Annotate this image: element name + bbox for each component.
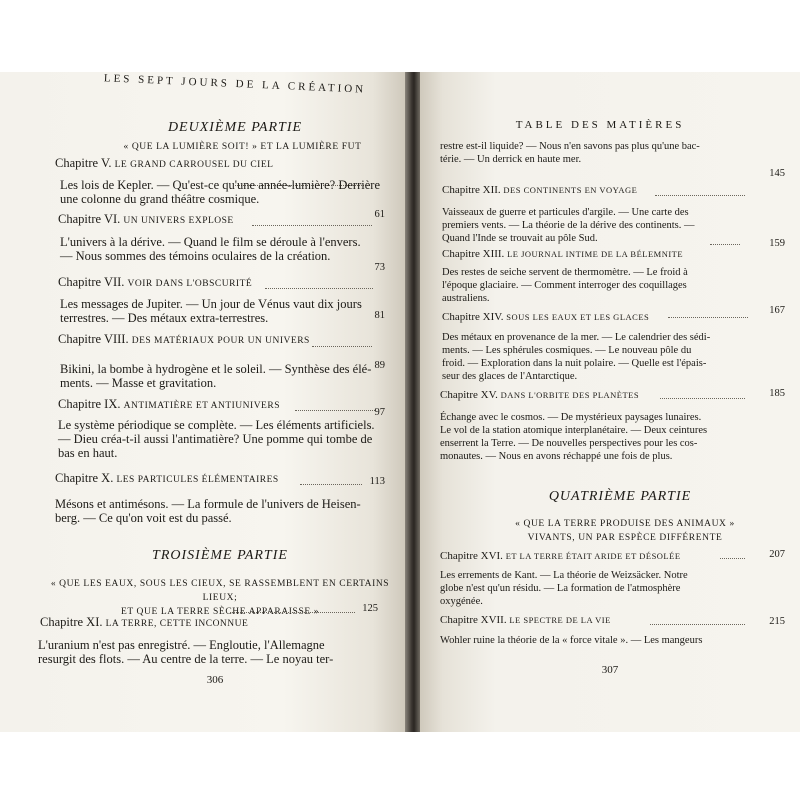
chapter-heading [440,614,611,626]
summary-line: oxygénée. [440,596,483,607]
page-number: 145 [769,168,785,179]
chapter-title: LE SPECTRE DE LA VIE [509,615,611,625]
chapter-summary [58,418,403,460]
chapter-number: Chapitre VII. [58,275,125,289]
chapter-number: Chapitre XVI. [440,550,503,562]
page-number: 89 [374,360,385,371]
chapter-number: Chapitre XIII. [442,248,505,260]
page-number: 113 [369,476,385,487]
chapter-title: LES PARTICULES ÉLÉMENTAIRES [116,475,279,485]
summary-line: Mésons et antimésons. — La formule de l'univers de Heisen- [55,497,361,511]
summary-line: bas en haut. [58,446,118,460]
summary-line: L'univers à la dérive. — Quand le film se déroule à l'envers. [60,235,361,249]
chapter-number: Chapitre IX. [58,397,121,411]
summary-line: restre est-il liquide? — Nous n'en savons pas plus qu'une bac- [440,141,700,152]
summary-line: L'uranium n'est pas enregistré. — Engloutie, l'Allemagne [38,638,325,652]
chapter-summary [60,178,400,206]
leader-dots [230,612,355,613]
summary-line: berg. — Ce qu'on voit est du passé. [55,511,232,525]
part-epigraph [465,517,785,545]
summary-line: une colonne du grand théâtre cosmique. [60,192,260,206]
page-number: 81 [374,310,385,321]
chapter-summary [442,206,792,245]
leader-dots [252,225,372,226]
page-folio: 307 [601,664,619,676]
left-page [0,72,405,732]
summary-line: froid. — Exploration dans la nuit polaire. — Quelle est l'épais- [442,358,707,369]
summary-line: Des métaux en provenance de la mer. — Le calendrier des sédi- [442,332,711,343]
chapter-title: LE JOURNAL INTIME DE LA BÉLEMNITE [507,249,684,259]
chapter-title: DES MATÉRIAUX POUR UN UNIVERS [131,336,310,346]
page-number: 159 [769,238,785,249]
leader-dots [650,624,745,625]
leader-dots [710,244,740,245]
leader-dots [655,195,745,196]
page-number: 185 [769,388,785,399]
summary-line: Les messages de Jupiter. — Un jour de Vénus vaut dix jours [60,297,362,311]
chapter-heading [40,615,248,630]
epigraph-line: ET QUE LA TERRE SÈCHE APPARAISSE » [120,607,320,617]
page-number: 167 [769,305,785,316]
summary-line: Le système périodique se complète. — Les éléments artificiels. [58,418,375,432]
chapter-summary [440,569,792,608]
leader-dots [660,398,745,399]
chapter-summary [442,331,792,383]
chapter-heading [58,275,252,290]
chapter-heading [58,332,310,347]
page-number: 61 [374,209,385,220]
running-head: LES SEPT JOURS DE LA CRÉATION [103,72,367,96]
epigraph-line: VIVANTS, UN PAR ESPÈCE DIFFÉRENTE [527,533,723,543]
chapter-heading [442,184,637,196]
chapter-title: ANTIMATIÈRE ET ANTIUNIVERS [123,401,280,411]
part-title: QUATRIÈME PARTIE [548,489,692,504]
summary-line: Des restes de seiche servent de thermomètre. — Le froid à [442,267,688,278]
summary-line: l'époque glaciaire. — Comment interroger des coquillages [442,280,687,291]
chapter-summary [38,638,403,666]
chapter-number: Chapitre X. [55,471,114,485]
summary-line: — Dieu créa-t-il aussi l'antimatière? Une pomme qui tombe de [58,432,373,446]
summary-line: Wohler ruine la théorie de la « force vitale ». — Les mangeurs [440,635,703,646]
summary-line: Vaisseaux de guerre et particules d'argile. — Une carte des [442,207,689,218]
page-folio: 306 [206,674,224,686]
chapter-number: Chapitre XV. [440,389,498,401]
summary-line: Les lois de Kepler. — Qu'est-ce qu'une année-lumière? Derrière [60,178,380,192]
summary-line: Bikini, la bombe à hydrogène et le soleil. — Synthèse des élé- [60,362,372,376]
chapter-heading [442,311,649,323]
book-spine-gutter [405,72,420,732]
page-number: 215 [769,616,785,627]
chapter-number: Chapitre V. [55,156,112,170]
right-page [420,72,800,732]
leader-dots [300,484,362,485]
chapter-title: SOUS LES EAUX ET LES GLACES [506,312,650,322]
summary-line: monautes. — Nous en avons réchappé une fois de plus. [440,451,673,462]
chapter-number: Chapitre XIV. [442,311,504,323]
chapter-number: Chapitre VIII. [58,332,129,346]
summary-line: Les errements de Kant. — La théorie de Weizsäcker. Notre [440,570,688,581]
chapter-heading [58,212,234,227]
summary-line: Le vol de la station atomique interplanétaire. — Deux ceintures [440,425,708,436]
chapter-heading [58,397,280,412]
leader-dots [668,317,748,318]
summary-line: enserrent la Terre. — De nouvelles perspectives pour les cos- [440,438,698,449]
summary-line: ments. — Les sphérules cosmiques. — Le nouveau pôle du [442,345,692,356]
chapter-title: LA TERRE, CETTE INCONNUE [105,619,249,629]
chapter-title: ET LA TERRE ÉTAIT ARIDE ET DÉSOLÉE [505,551,681,561]
chapter-heading [55,471,279,486]
chapter-summary [55,497,400,525]
open-book [0,72,800,732]
part-title: DEUXIÈME PARTIE [167,120,303,135]
chapter-summary [60,297,400,325]
summary-line: seur des glaces de l'Antarctique. [442,371,578,382]
part-epigraph: « QUE LA LUMIÈRE SOIT! » ET LA LUMIÈRE FUT [123,142,362,152]
chapter-heading [440,389,639,401]
chapter-title: DES CONTINENTS EN VOYAGE [503,185,638,195]
page-number: 125 [362,603,378,614]
part-title: TROISIÈME PARTIE [152,548,288,563]
summary-line: premiers vents. — La théorie de la dérive des continents. — [442,220,695,231]
chapter-summary [440,634,792,647]
chapter-summary [440,411,792,463]
chapter-heading [55,156,273,171]
chapter-heading [442,248,683,260]
page-number: 73 [374,262,385,273]
chapter-number: Chapitre XI. [40,615,103,629]
leader-dots [312,346,372,347]
chapter-title: VOIR DANS L'OBSCURITÉ [127,279,253,289]
epigraph-line: « QUE LA TERRE PRODUISE DES ANIMAUX » [515,519,735,529]
summary-line: — Nous sommes des témoins oculaires de la création. [60,249,331,263]
page-number: 97 [374,407,385,418]
summary-line: Échange avec le cosmos. — De mystérieux paysages lunaires. [440,412,702,423]
chapter-summary-continued [440,140,790,166]
chapter-number: Chapitre XII. [442,184,501,196]
chapter-summary [60,235,400,263]
summary-line: terrestres. — Des métaux extra-terrestres. [60,311,269,325]
chapter-summary [442,266,792,305]
chapter-title: UN UNIVERS EXPLOSE [123,216,234,226]
summary-line: australiens. [442,293,490,304]
summary-line: térie. — Un derrick en haute mer. [440,154,582,165]
summary-line: ments. — Masse et gravitation. [60,376,217,390]
summary-line: Quand l'Inde se trouvait au pôle Sud. [442,233,598,244]
chapter-title: LE GRAND CARROUSEL DU CIEL [114,160,274,170]
page-number: 207 [769,549,785,560]
summary-line: resurgit des flots. — Au centre de la terre. — Le noyau ter- [38,652,334,666]
summary-line: globe n'est qu'un résidu. — La formation de l'atmosphère [440,583,681,594]
epigraph-line: « QUE LES EAUX, SOUS LES CIEUX, SE RASSEMBLENT EN CERTAINS LIEUX; [50,579,390,603]
chapter-number: Chapitre XVII. [440,614,507,626]
leader-dots [720,558,745,559]
chapter-title: DANS L'ORBITE DES PLANÈTES [500,390,640,400]
chapter-heading [440,550,681,562]
chapter-number: Chapitre VI. [58,212,121,226]
leader-dots [265,288,373,289]
running-head: TABLE DES MATIÈRES [515,119,685,131]
chapter-summary [60,362,400,390]
